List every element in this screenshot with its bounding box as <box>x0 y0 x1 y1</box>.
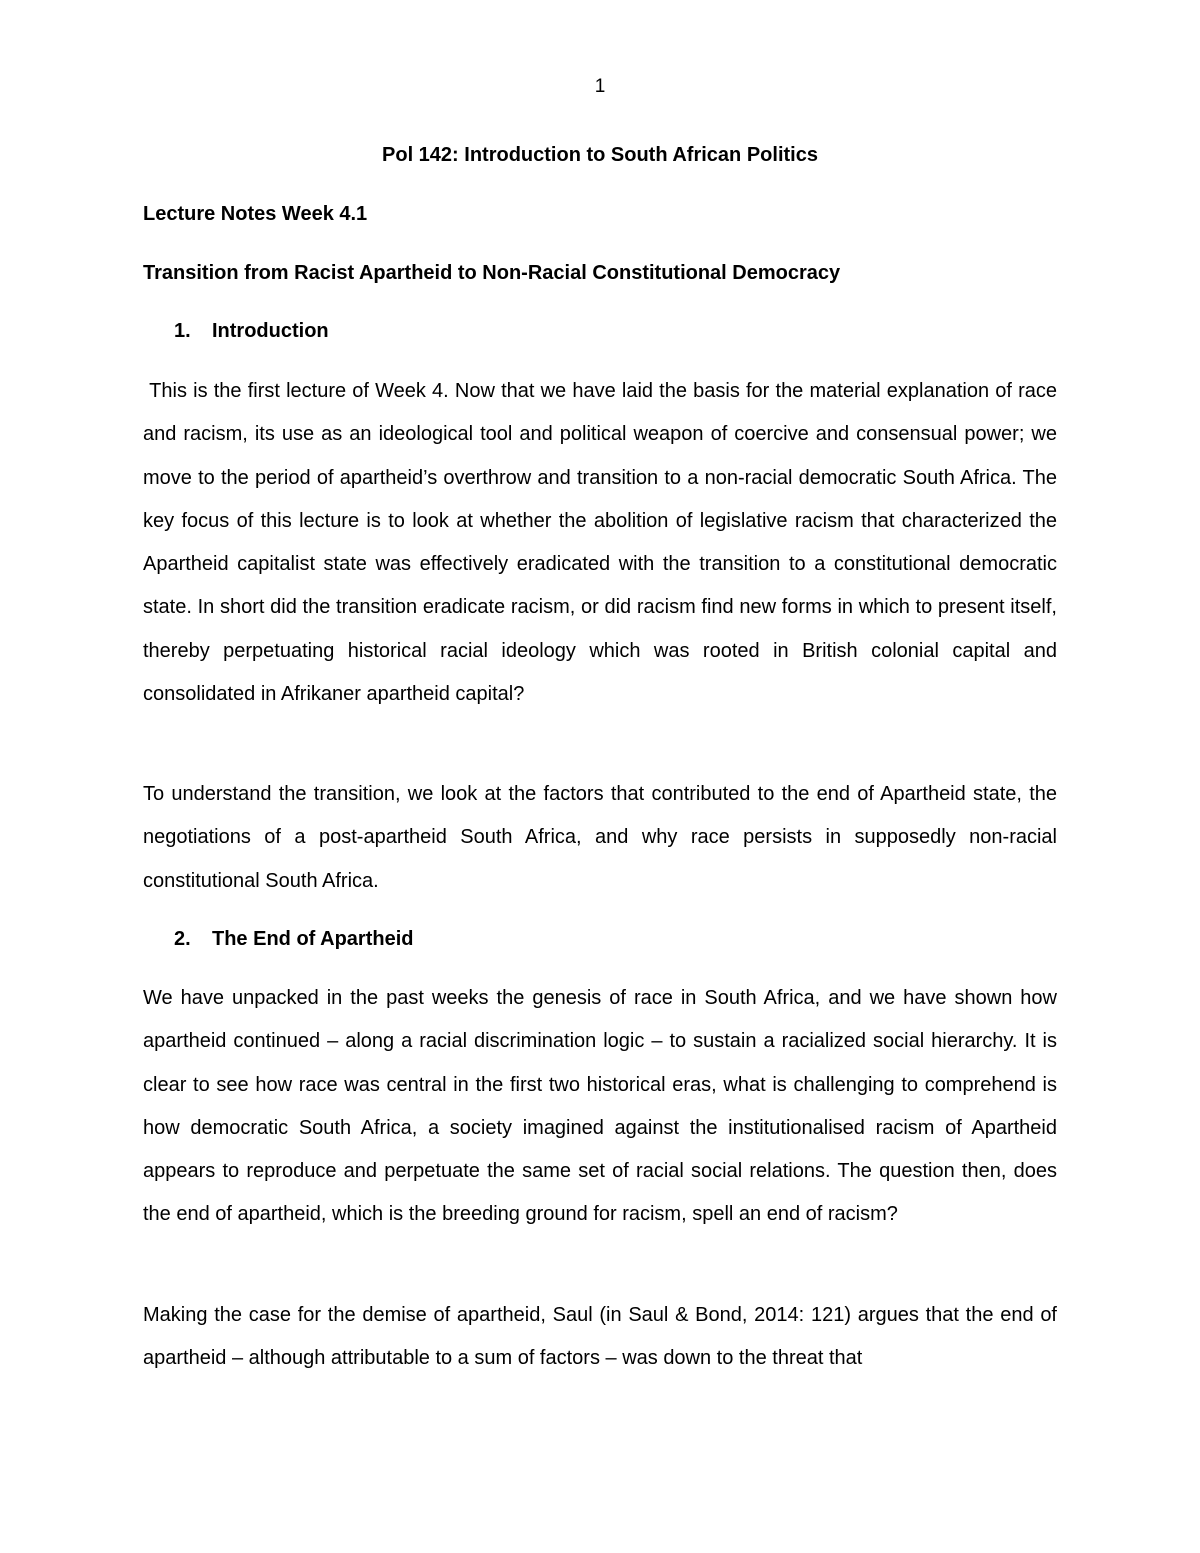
section-title: The End of Apartheid <box>212 928 414 950</box>
section-number: 1. <box>174 320 191 342</box>
course-title: Pol 142: Introduction to South African Politics <box>382 144 818 166</box>
section-heading-introduction <box>174 320 329 343</box>
lecture-topic: Transition from Racist Apartheid to Non-Racial Constitutional Democracy <box>143 262 841 284</box>
paragraph-intro-2: To understand the transition, we look at the factors that contributed to the end of Apartheid state, the negotiations of a post-apartheid South Africa, and why race persists in supposedly non-racial constitutional South Africa. <box>143 783 1057 892</box>
section-heading-end-of-apartheid <box>174 928 413 951</box>
paragraph-end-2: Making the case for the demise of apartheid, Saul (in Saul & Bond, 2014: 121) argues that the end of apartheid – although attributable to a sum of factors – was down to the threat that <box>143 1304 1057 1370</box>
section-title: Introduction <box>212 320 329 342</box>
paragraph-end-1: We have unpacked in the past weeks the genesis of race in South Africa, and we have shown how apartheid continued – along a racial discrimination logic – to sustain a racialized social hierarchy. It is clear to see how race was central in the first two historical eras, what is challenging to comprehend is how democratic South Africa, a society imagined against the institutionalised racism of Apartheid appears to reproduce and perpetuate the same set of racial social relations. The question then, does the end of apartheid, which is the breeding ground for racism, spell an end of racism? <box>143 987 1057 1226</box>
section-number: 2. <box>174 928 191 950</box>
page-number: 1 <box>594 76 606 97</box>
lecture-label: Lecture Notes Week 4.1 <box>143 203 368 225</box>
paragraph-intro-1: This is the first lecture of Week 4. Now that we have laid the basis for the material explanation of race and racism, its use as an ideological tool and political weapon of coercive and consensual power; we move to the period of apartheid’s overthrow and transition to a non-racial democratic South Africa. The key focus of this lecture is to look at whether the abolition of legislative racism that characterized the Apartheid capitalist state was effectively eradicated with the transition to a constitutional democratic state. In short did the transition eradicate racism, or did racism find new forms in which to present itself, thereby perpetuating historical racial ideology which was rooted in British colonial capital and consolidated in Afrikaner apartheid capital? <box>143 380 1063 706</box>
